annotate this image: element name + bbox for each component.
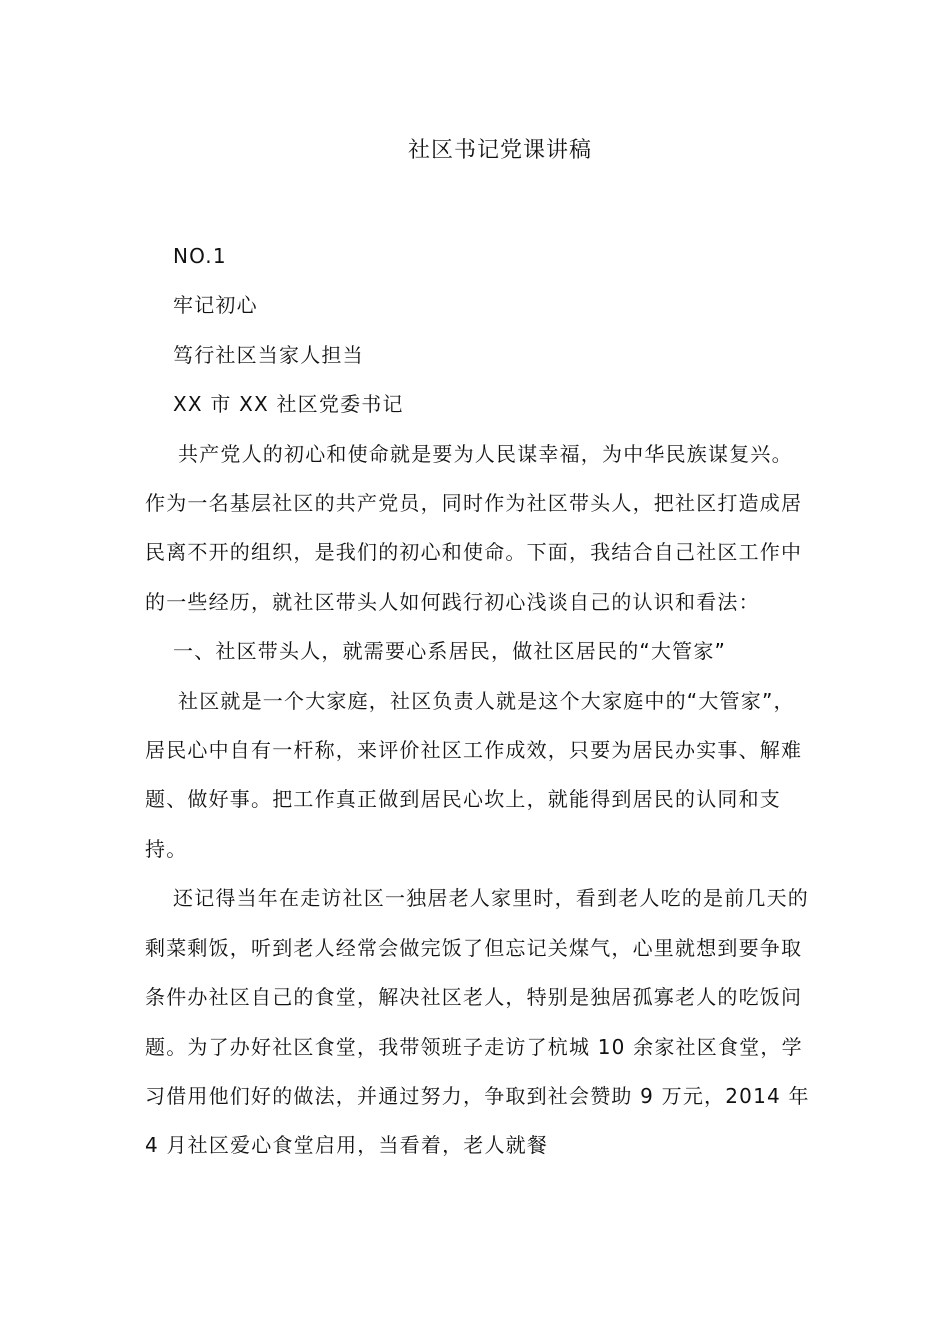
body-paragraph: 共产党人的初心和使命就是要为人民谋幸福，为中华民族谋复兴。作为一名基层社区的共产党员，同时作为社区带头人，把社区打造成居民离不开的组织，是我们的初心和使命。下面，我结合自己社区工作中的一些经历，就社区带头人如何践行初心浅谈自己的认识和看法： — [145, 441, 803, 614]
section-heading: 一、社区带头人，就需要心系居民，做社区居民的“大管家” — [173, 639, 727, 664]
document-body — [145, 232, 810, 1171]
heading-line-1: 牢记初心 — [173, 293, 258, 318]
document-title: 社区书记党课讲稿 — [407, 138, 592, 163]
section-number: NO.1 — [173, 244, 227, 268]
body-paragraph: 还记得当年在走访社区一独居老人家里时，看到老人吃的是前几天的剩菜剩饭，听到老人经常会做完饭了但忘记关煤气，心里就想到要争取条件办社区自己的食堂，解决社区老人，特别是独居孤寡老人的吃饭问题。为了办好社区食堂，我带领班子走访了杭城 10 余家社区食堂，学习借用他们好的做法，并通过努力，争取到社会赞助 9 万元，2014 年 4 月社区爱心食堂启用，当看着，老人就餐 — [145, 886, 810, 1158]
body-paragraph: 社区就是一个大家庭，社区负责人就是这个大家庭中的“大管家”，居民心中自有一杆称，来评价社区工作成效，只要为居民办实事、解难题、做好事。把工作真正做到居民心坎上，就能得到居民的认同和支持。 — [145, 688, 803, 861]
heading-line-2: 笃行社区当家人担当 — [173, 342, 364, 367]
author-line: XX 市 XX 社区党委书记 — [173, 392, 404, 417]
